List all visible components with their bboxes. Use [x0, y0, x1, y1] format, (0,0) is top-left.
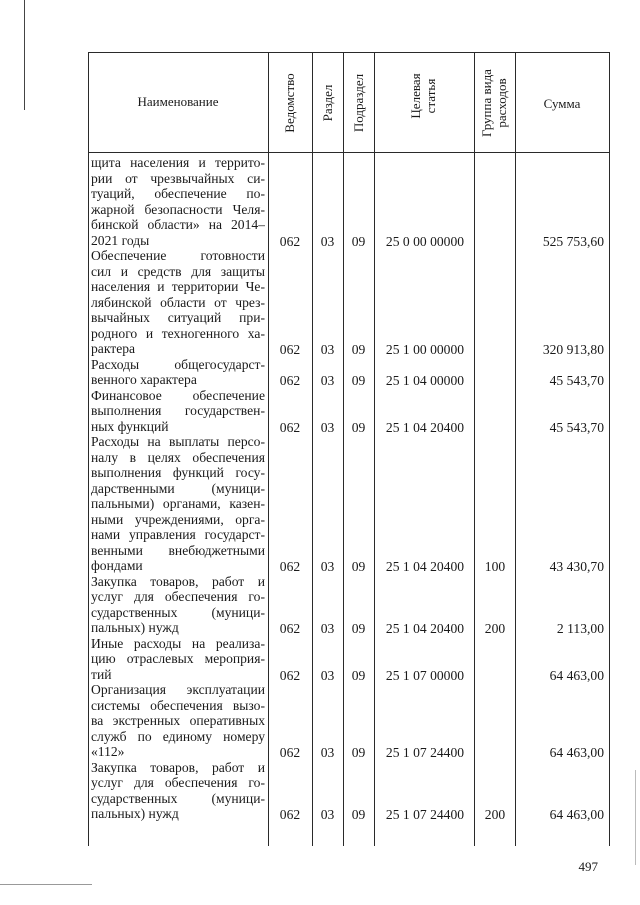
col-border-right	[609, 52, 610, 846]
row-summa: 64 463,00	[549, 807, 604, 822]
row-summa: 45 543,70	[549, 373, 604, 388]
row-name	[91, 760, 265, 822]
header-celevaya-1: Целевая	[408, 73, 423, 119]
row-celevaya-statya: 25 1 04 20400	[385, 419, 465, 435]
row-podrazdel: 09	[351, 559, 366, 574]
row-name-line: ными учреждениями, орга-	[91, 511, 265, 527]
row-name-line: Закупка товаров, работ и	[91, 573, 265, 589]
row-name-line: 2021 годы	[91, 232, 150, 248]
row-razdel: 03	[320, 745, 335, 760]
row-name-line: услуг для обеспечения го-	[91, 589, 265, 604]
row-name	[91, 636, 265, 683]
row-gruppa: 200	[484, 621, 506, 636]
row-razdel: 03	[320, 621, 335, 636]
row-name-line: Обеспечение готовности	[91, 248, 265, 263]
row-razdel: 03	[320, 667, 335, 683]
row-name-line: венного характера	[91, 372, 197, 387]
footer-line	[0, 884, 92, 885]
row-summa: 45 543,70	[549, 419, 604, 435]
header-summa: Сумма	[543, 96, 581, 111]
row-name-line: лябинской области от чрез-	[91, 294, 265, 310]
row-name-line: «112»	[91, 744, 125, 759]
row-celevaya-statya: 25 1 07 24400	[385, 807, 465, 822]
row-name-line: жарной безопасности Челя-	[91, 201, 265, 217]
header-gruppa-1: Группа вида	[479, 69, 494, 137]
row-podrazdel: 09	[351, 667, 366, 683]
row-podrazdel: 09	[351, 745, 366, 760]
row-name-line: Закупка товаров, работ и	[91, 759, 265, 775]
row-name-line: системы обеспечения вызо-	[91, 697, 265, 713]
row-name	[91, 388, 265, 435]
table-top-border	[88, 52, 609, 53]
row-summa: 43 430,70	[549, 559, 604, 574]
row-name-line: пальными) органами, казен-	[91, 496, 265, 511]
col-border-left-body	[88, 153, 89, 846]
col-border-pod	[343, 52, 344, 846]
row-name-line: пальных) нужд	[91, 806, 179, 821]
row-vedomstvo: 062	[279, 373, 301, 388]
row-name	[91, 357, 265, 388]
row-gruppa: 100	[484, 559, 506, 574]
row-name-line: Финансовое обеспечение	[91, 387, 265, 403]
header-name: Наименование	[137, 94, 219, 109]
row-name-line: Расходы на выплаты персо-	[91, 434, 265, 449]
row-podrazdel: 09	[351, 621, 366, 636]
row-name-line: бинской области» на 2014–	[91, 217, 265, 232]
row-razdel: 03	[320, 559, 335, 574]
row-name-line: нами управления государст-	[91, 527, 265, 542]
row-vedomstvo: 062	[279, 745, 301, 760]
row-summa: 64 463,00	[549, 745, 604, 760]
row-name-line: ва экстренных оперативных	[91, 713, 265, 728]
row-celevaya-statya: 25 1 00 00000	[385, 342, 465, 357]
row-name-line: рактера	[91, 341, 136, 356]
row-name-line: венными внебюджетными	[91, 542, 265, 558]
row-name-line: дарственными (муници-	[91, 480, 265, 496]
row-name-line: туаций, обеспечение по-	[91, 186, 265, 201]
row-celevaya-statya: 25 0 00 00000	[385, 233, 465, 249]
row-celevaya-statya: 25 1 04 00000	[385, 373, 465, 388]
row-name	[91, 248, 265, 357]
row-podrazdel: 09	[351, 807, 366, 822]
row-name-line: сил и средств для защиты	[91, 263, 265, 279]
row-vedomstvo: 062	[279, 419, 301, 435]
page-number: 497	[578, 859, 598, 874]
row-summa: 64 463,00	[549, 667, 604, 683]
row-name-line: сударственных (муници-	[91, 604, 265, 620]
row-name-line: ных функций	[91, 418, 169, 434]
row-name-line: родного и техногенного ха-	[91, 325, 265, 341]
row-name-line: вычайных ситуаций при-	[91, 310, 265, 325]
row-summa: 2 113,00	[556, 621, 604, 636]
row-name-line: выполнения функций госу-	[91, 465, 265, 480]
row-celevaya-statya: 25 1 07 24400	[385, 745, 465, 760]
row-podrazdel: 09	[351, 233, 366, 249]
row-name-line: цию отраслевых мероприя-	[91, 651, 265, 666]
row-razdel: 03	[320, 419, 335, 435]
row-podrazdel: 09	[351, 419, 366, 435]
row-vedomstvo: 062	[279, 342, 301, 357]
row-vedomstvo: 062	[279, 559, 301, 574]
col-border-sum	[515, 52, 516, 846]
row-podrazdel: 09	[351, 342, 366, 357]
row-vedomstvo: 062	[279, 667, 301, 683]
row-celevaya-statya: 25 1 04 20400	[385, 559, 465, 574]
row-razdel: 03	[320, 807, 335, 822]
row-name-line: щита населения и террито-	[91, 155, 265, 170]
row-name-line: населения и территории Че-	[91, 279, 265, 294]
row-name	[91, 434, 265, 574]
row-vedomstvo: 062	[279, 807, 301, 822]
header-razdel: Раздел	[320, 84, 335, 122]
col-border-raz	[312, 52, 313, 846]
col-border-cel	[374, 52, 375, 846]
row-summa: 320 913,80	[542, 342, 604, 357]
row-name-line: служб по единому номеру	[91, 728, 265, 744]
margin-line	[24, 0, 25, 110]
header-bottom-border	[88, 152, 609, 153]
row-name	[91, 155, 265, 248]
col-border-grp	[474, 52, 475, 846]
row-name-line: Расходы общегосударст-	[91, 356, 265, 372]
header-podrazdel: Подраздел	[351, 73, 366, 133]
row-razdel: 03	[320, 373, 335, 388]
row-vedomstvo: 062	[279, 233, 301, 249]
row-name-line: выполнения государствен-	[91, 403, 265, 418]
row-name-line: сударственных (муници-	[91, 790, 265, 806]
row-razdel: 03	[320, 233, 335, 249]
row-celevaya-statya: 25 1 04 20400	[385, 621, 465, 636]
row-gruppa: 200	[484, 807, 506, 822]
row-celevaya-statya: 25 1 07 00000	[385, 667, 465, 683]
row-name-line: налу в целях обеспечения	[91, 449, 265, 465]
header-celevaya-2: статья	[423, 78, 438, 114]
row-name	[91, 682, 265, 760]
row-name-line: тий	[91, 666, 112, 682]
row-podrazdel: 09	[351, 373, 366, 388]
row-name-line: услуг для обеспечения го-	[91, 775, 265, 790]
edge-mark	[635, 770, 636, 865]
header-vedomstvo: Ведомство	[282, 73, 297, 133]
row-summa: 525 753,60	[542, 233, 604, 249]
row-name	[91, 574, 265, 636]
row-razdel: 03	[320, 342, 335, 357]
row-name-line: рии от чрезвычайных си-	[91, 170, 265, 186]
header-gruppa-2: расходов	[494, 78, 509, 128]
row-name-line: фондами	[91, 558, 143, 573]
row-name-line: пальных) нужд	[91, 620, 179, 635]
row-name-line: Иные расходы на реализа-	[91, 635, 265, 651]
col-border-ved	[268, 52, 269, 846]
row-name-line: Организация эксплуатации	[91, 682, 265, 697]
row-vedomstvo: 062	[279, 621, 301, 636]
